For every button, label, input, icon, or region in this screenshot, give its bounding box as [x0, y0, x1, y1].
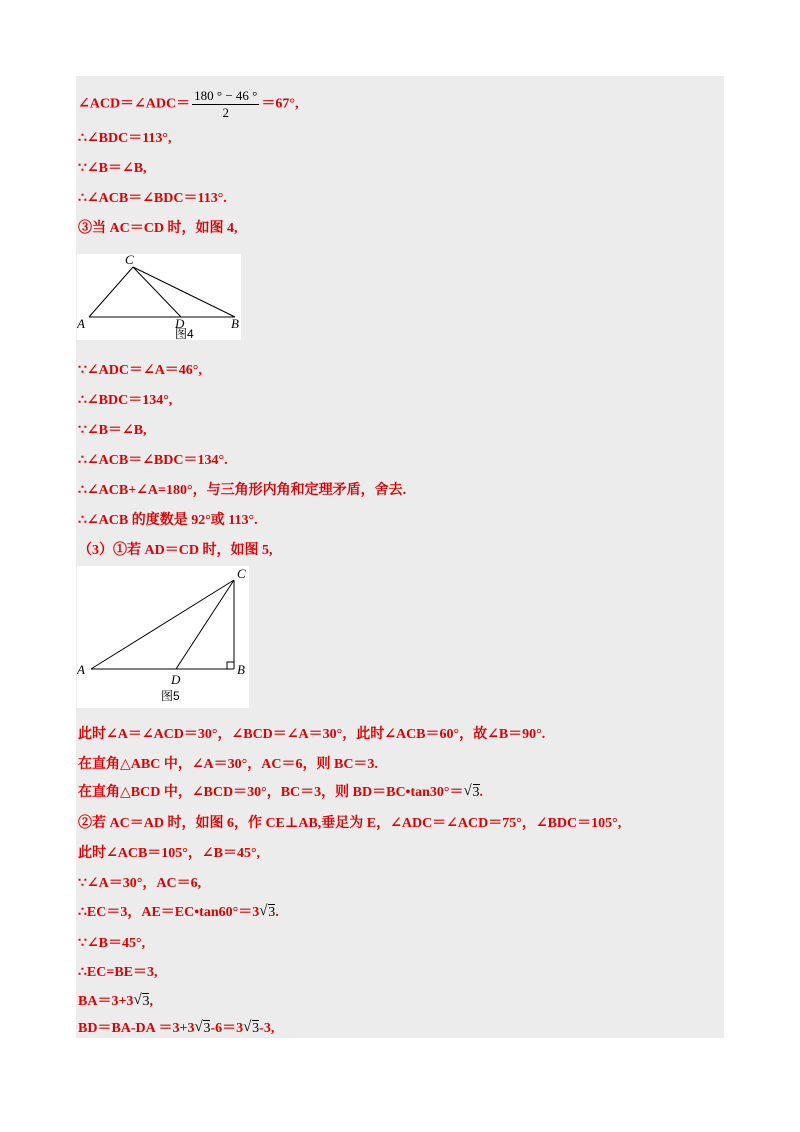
line-17: 此时∠ACB＝105°，∠B＝45°, [78, 846, 261, 861]
line-13: 此时∠A＝∠ACD＝30°，∠BCD＝∠A＝30°，此时∠ACB＝60°，故∠B＝90°. [78, 727, 546, 742]
sqrt: √ 3 [464, 784, 480, 802]
fig4-label-b: B [231, 316, 239, 331]
line-11: ∴∠ACB 的度数是 92°或 113°. [78, 513, 258, 528]
fig5-label-b: B [237, 662, 245, 677]
line-6: ∵∠ADC＝∠A＝46°, [78, 363, 202, 378]
line-7: ∴∠BDC＝134°, [78, 393, 173, 408]
line-1: ∠ACD＝∠ADC＝ $\frac{180 ^\circ - 46 ^\circ}{2}$ ＝67°, [78, 88, 299, 120]
fig4-label-c: C [125, 254, 134, 267]
line-18: ∵∠A＝30°，AC＝6, [78, 876, 202, 891]
fraction: $\frac{180 ^\circ - 46 ^\circ}{2}$ [194, 88, 258, 120]
fig4-label-d: D [175, 316, 185, 331]
line-2: ∴∠BDC＝113°, [78, 131, 172, 146]
line-16: ②若 AC＝AD 时，如图 6，作 CE⊥AB,垂足为 E，∠ADC＝∠ACD＝75°，∠BDC＝105°, [78, 816, 622, 831]
line-12: （3）①若 AD＝CD 时，如图 5, [78, 543, 273, 558]
line-20: ∵∠B＝45°, [78, 936, 146, 951]
line-19: ∴EC＝3，AE＝EC•tan60°＝3√ 3. [78, 904, 279, 922]
sqrt: √ 3 [243, 1020, 259, 1038]
fig4-label-a: A [77, 316, 85, 331]
fig4-caption: 图4 [175, 327, 194, 340]
figure-5-diagram [77, 566, 249, 708]
line-3: ∵∠B＝∠B, [78, 161, 147, 176]
line-15: 在直角△BCD 中，∠BCD＝30°，BC＝3，则 BD＝BC•tan30°＝√ 3. [78, 784, 483, 802]
fig5-label-a: A [77, 662, 85, 677]
line-10: ∴∠ACB+∠A=180°，与三角形内角和定理矛盾，舍去. [78, 483, 407, 498]
line-4: ∴∠ACB＝∠BDC＝113°. [78, 191, 227, 206]
fig5-label-c: C [237, 566, 246, 581]
sqrt: √ 3 [133, 993, 149, 1011]
figure-4-diagram [77, 254, 241, 340]
fig5-label-d: D [171, 672, 181, 687]
line-8: ∵∠B＝∠B, [78, 423, 147, 438]
figure-5 [77, 566, 249, 708]
line-14: 在直角△ABC 中，∠A＝30°，AC＝6，则 BC＝3. [78, 757, 378, 772]
line-21: ∴EC=BE＝3, [78, 965, 158, 980]
line-5: ③当 AC＝CD 时，如图 4, [78, 221, 238, 236]
line-22: BA＝3+3√ 3, [78, 993, 153, 1011]
sqrt: √ 3 [194, 1020, 210, 1038]
line-23: BD＝BA-DA ＝3+3√ 3-6＝3√ 3-3, [78, 1020, 274, 1038]
line-9: ∴∠ACB＝∠BDC＝134°. [78, 453, 228, 468]
fig5-caption: 图5 [161, 689, 180, 703]
sqrt: √ 3 [259, 904, 275, 922]
figure-4 [77, 254, 241, 340]
